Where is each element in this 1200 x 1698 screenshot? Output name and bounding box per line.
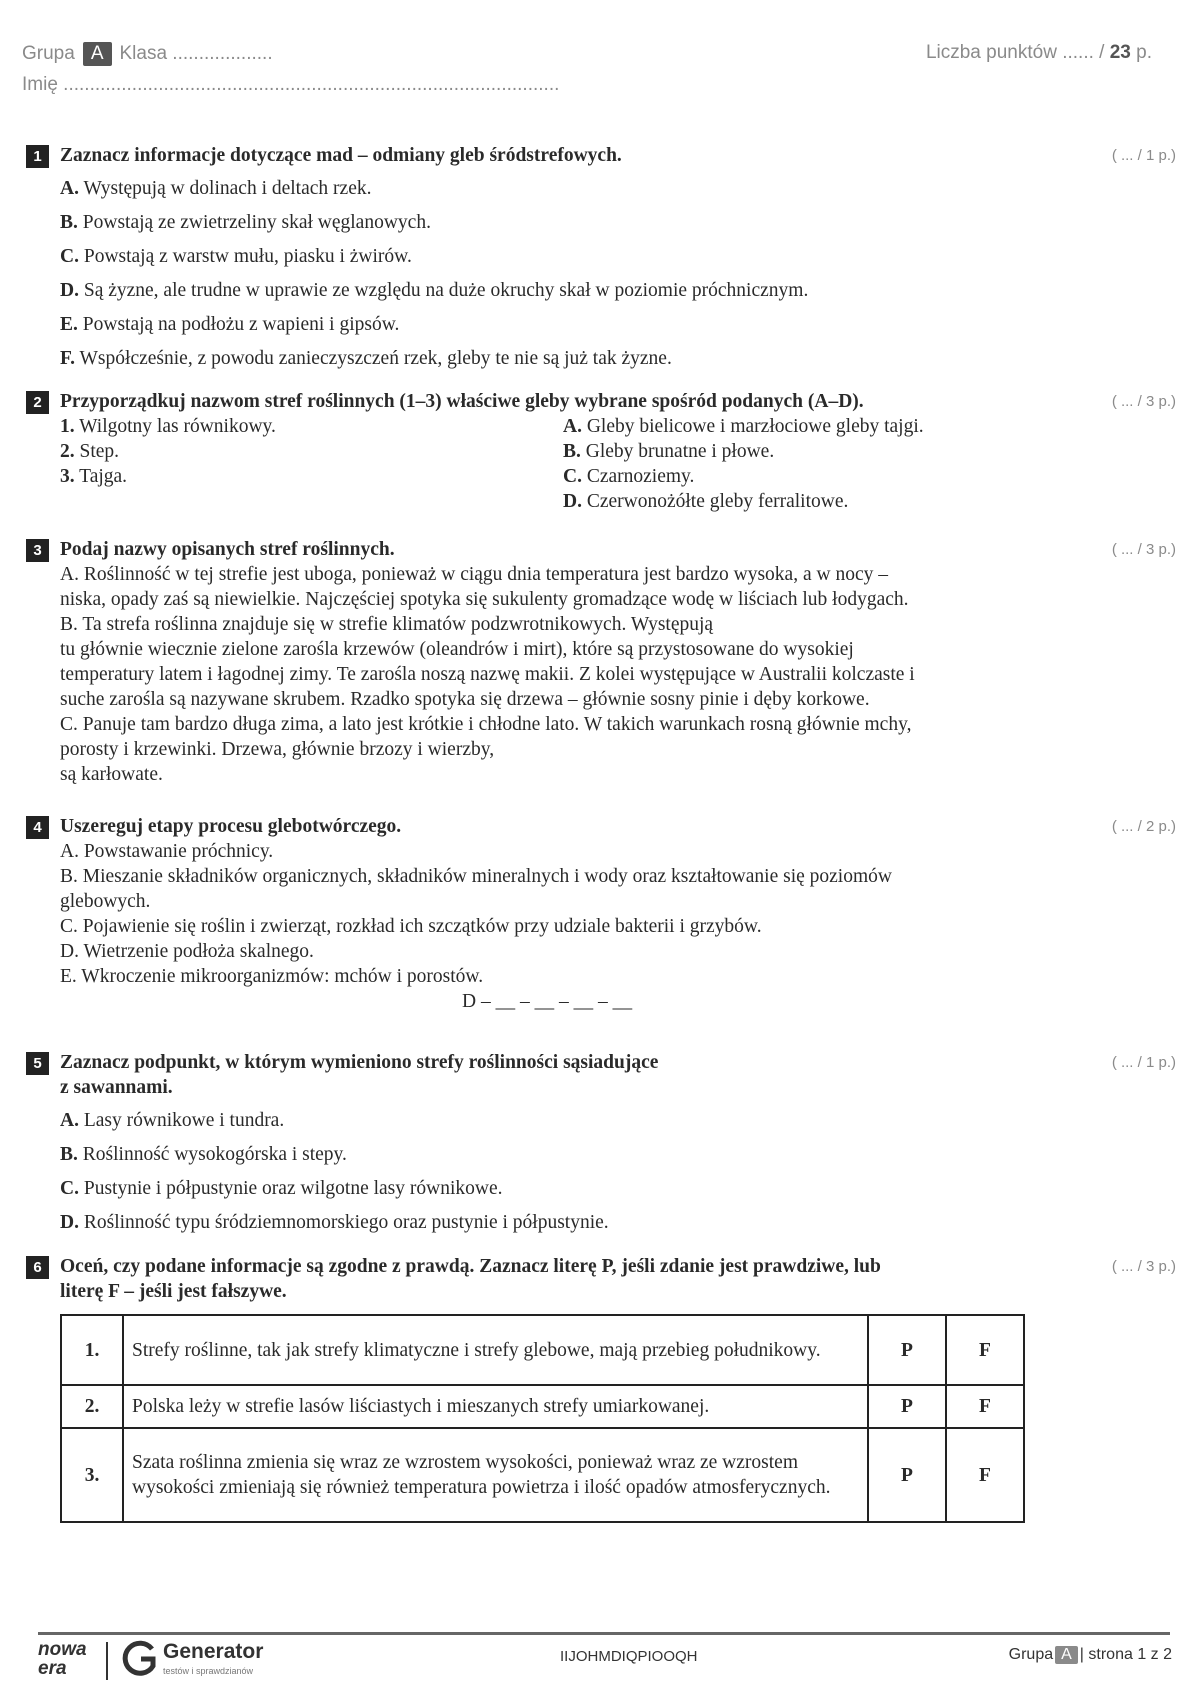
soil-item: A. Gleby bielicowe i marzłociowe gleby tajgi. xyxy=(563,416,924,437)
stage-line: E. Wkroczenie mikroorganizmów: mchów i porostów. xyxy=(60,966,484,987)
task-number: 1 xyxy=(26,145,49,168)
option-b[interactable]: B. Powstają ze zwietrzeliny skał węglanowych. xyxy=(60,212,431,233)
row-number: 1. xyxy=(61,1315,123,1385)
option-c[interactable]: C. Pustynie i półpustynie oraz wilgotne lasy równikowe. xyxy=(60,1178,503,1199)
footer-page-info: Grupa A | strona 1 z 2 xyxy=(1008,1646,1172,1663)
table-row xyxy=(61,1428,1024,1522)
true-option[interactable]: P xyxy=(868,1428,946,1522)
task-points: ( ... / 1 p.) xyxy=(1111,147,1176,164)
zone-item: 3. Tajga. xyxy=(60,466,128,487)
points-total: 23 xyxy=(1109,42,1131,63)
class-field[interactable]: Klasa ................... xyxy=(119,43,273,64)
false-option[interactable]: F xyxy=(946,1428,1024,1522)
stage-line: C. Pojawienie się roślin i zwierząt, rozkład ich szczątków przy udziale bakterii i grzybów. xyxy=(60,916,762,937)
name-field[interactable]: Imię .............................................................................................. xyxy=(22,74,560,95)
task-5 xyxy=(26,1050,1176,1240)
task-number: 3 xyxy=(26,539,49,562)
task-1 xyxy=(26,143,1176,369)
task-title: z sawannami. xyxy=(60,1077,173,1098)
sequence-answer[interactable]: D – __ – __ – __ – __ xyxy=(462,991,633,1012)
generator-logo: Generator xyxy=(163,1640,264,1663)
option-d[interactable]: D. Są żyzne, ale trudne w uprawie ze względu na duże okruchy skał w poziomie próchnicznym. xyxy=(60,280,809,301)
false-option[interactable]: F xyxy=(946,1315,1024,1385)
task-title: Podaj nazwy opisanych stref roślinnych. xyxy=(60,539,395,560)
points-header xyxy=(926,42,1152,64)
task-points: ( ... / 3 p.) xyxy=(1111,1258,1176,1275)
header-group-class xyxy=(22,42,273,66)
task-number: 5 xyxy=(26,1052,49,1075)
statement: Polska leży w strefie lasów liściastych i mieszanych strefy umiarkowanej. xyxy=(123,1385,868,1428)
false-option[interactable]: F xyxy=(946,1385,1024,1428)
option-d[interactable]: D. Roślinność typu śródziemnomorskiego oraz pustynie i półpustynie. xyxy=(60,1212,609,1233)
soil-item: C. Czarnoziemy. xyxy=(563,466,695,487)
zone-item: 2. Step. xyxy=(60,441,120,462)
description-line: są karłowate. xyxy=(60,764,163,785)
option-e[interactable]: E. Powstają na podłożu z wapieni i gipsów. xyxy=(60,314,400,335)
description-line: temperatury latem i łagodnej zimy. Te zarośla noszą nazwę makii. Z kolei występujące w Australii kolczaste i xyxy=(60,664,915,685)
generator-icon xyxy=(122,1640,158,1683)
stage-line: B. Mieszanie składników organicznych, składników mineralnych i wody oraz kształtowanie się poziomów xyxy=(60,866,892,887)
task-3 xyxy=(26,537,1176,787)
task-points: ( ... / 3 p.) xyxy=(1111,541,1176,558)
statement: Strefy roślinne, tak jak strefy klimatyczne i strefy glebowe, mają przebieg południkowy. xyxy=(123,1315,868,1385)
generator-subtitle: testów i sprawdzianów xyxy=(163,1666,254,1676)
task-title: Przyporządkuj nazwom stref roślinnych (1–3) właściwe gleby wybrane spośród podanych (A–D). xyxy=(60,391,864,412)
task-points: ( ... / 1 p.) xyxy=(1111,1054,1176,1071)
option-a[interactable]: A. Występują w dolinach i deltach rzek. xyxy=(60,178,372,199)
group-label: Grupa xyxy=(22,43,75,64)
option-f[interactable]: F. Współcześnie, z powodu zanieczyszczeń rzek, gleby te nie są już tak żyzne. xyxy=(60,348,672,369)
description-line: B. Ta strefa roślinna znajduje się w strefie klimatów podzwrotnikowych. Występują xyxy=(60,614,714,635)
footer-group-badge: A xyxy=(1055,1646,1078,1664)
zone-item: 1. Wilgotny las równikowy. xyxy=(60,416,276,437)
task-points: ( ... / 3 p.) xyxy=(1111,393,1176,410)
option-a[interactable]: A. Lasy równikowe i tundra. xyxy=(60,1110,285,1131)
table-row xyxy=(61,1385,1024,1428)
option-b[interactable]: B. Roślinność wysokogórska i stepy. xyxy=(60,1144,347,1165)
task-number: 6 xyxy=(26,1256,49,1279)
task-title: literę F – jeśli jest fałszywe. xyxy=(60,1281,287,1302)
task-title: Zaznacz podpunkt, w którym wymieniono strefy roślinności sąsiadujące xyxy=(60,1052,659,1073)
task-6 xyxy=(26,1254,1176,1314)
description-line: C. Panuje tam bardzo długa zima, a lato jest krótkie i chłodne lato. W takich warunkach rosną głównie mchy, xyxy=(60,714,912,735)
task-number: 2 xyxy=(26,391,49,414)
task-points: ( ... / 2 p.) xyxy=(1111,818,1176,835)
task-title: Oceń, czy podane informacje są zgodne z prawdą. Zaznacz literę P, jeśli zdanie jest prawdziwe, lub xyxy=(60,1256,881,1277)
task-number: 4 xyxy=(26,816,49,839)
nowa-era-logo: nowa era xyxy=(38,1639,87,1679)
points-label: Liczba punktów ...... / xyxy=(925,42,1105,63)
task-title: Uszereguj etapy procesu glebotwórczego. xyxy=(60,816,402,837)
true-false-table xyxy=(60,1314,1025,1523)
stage-line: glebowych. xyxy=(60,891,151,912)
logo-separator xyxy=(106,1642,108,1680)
true-option[interactable]: P xyxy=(868,1385,946,1428)
task-title: Zaznacz informacje dotyczące mad – odmiany gleb śródstrefowych. xyxy=(60,145,622,166)
task-2 xyxy=(26,389,1176,539)
description-line: suche zarośla są nazywane skrubem. Rzadko spotyka się drzewa – głównie sosny pinie i dęby korkowe. xyxy=(60,689,870,710)
soil-item: D. Czerwonożółte gleby ferralitowe. xyxy=(563,491,849,512)
true-option[interactable]: P xyxy=(868,1315,946,1385)
statement: Szata roślinna zmienia się wraz ze wzrostem wysokości, ponieważ wraz ze wzrostem wysokości zmieniają się również temperatura powietrza i ilość opadów atmosferycznych. xyxy=(123,1428,868,1522)
group-badge: A xyxy=(83,42,112,66)
stage-line: D. Wietrzenie podłoża skalnego. xyxy=(60,941,314,962)
footer-divider xyxy=(38,1632,1170,1635)
document-code: IIJOHMDIQPIOOQH xyxy=(560,1648,698,1665)
row-number: 2. xyxy=(61,1385,123,1428)
task-4 xyxy=(26,814,1176,1024)
option-c[interactable]: C. Powstają z warstw mułu, piasku i żwirów. xyxy=(60,246,412,267)
soil-item: B. Gleby brunatne i płowe. xyxy=(563,441,775,462)
description-line: tu głównie wiecznie zielone zarośla krzewów (oleandrów i mirt), które są przystosowane do wysokiej xyxy=(60,639,854,660)
table-row xyxy=(61,1315,1024,1385)
stage-line: A. Powstawanie próchnicy. xyxy=(60,841,274,862)
description-line: niska, opady zaś są niewielkie. Najczęściej spotyka się sukulenty gromadzące wodę w liściach lub łodygach. xyxy=(60,589,909,610)
row-number: 3. xyxy=(61,1428,123,1522)
points-unit: p. xyxy=(1136,42,1152,63)
description-line: porosty i krzewinki. Drzewa, głównie brzozy i wierzby, xyxy=(60,739,495,760)
description-line: A. Roślinność w tej strefie jest uboga, ponieważ w ciągu dnia temperatura jest bardzo wysoka, a w nocy – xyxy=(60,564,888,585)
